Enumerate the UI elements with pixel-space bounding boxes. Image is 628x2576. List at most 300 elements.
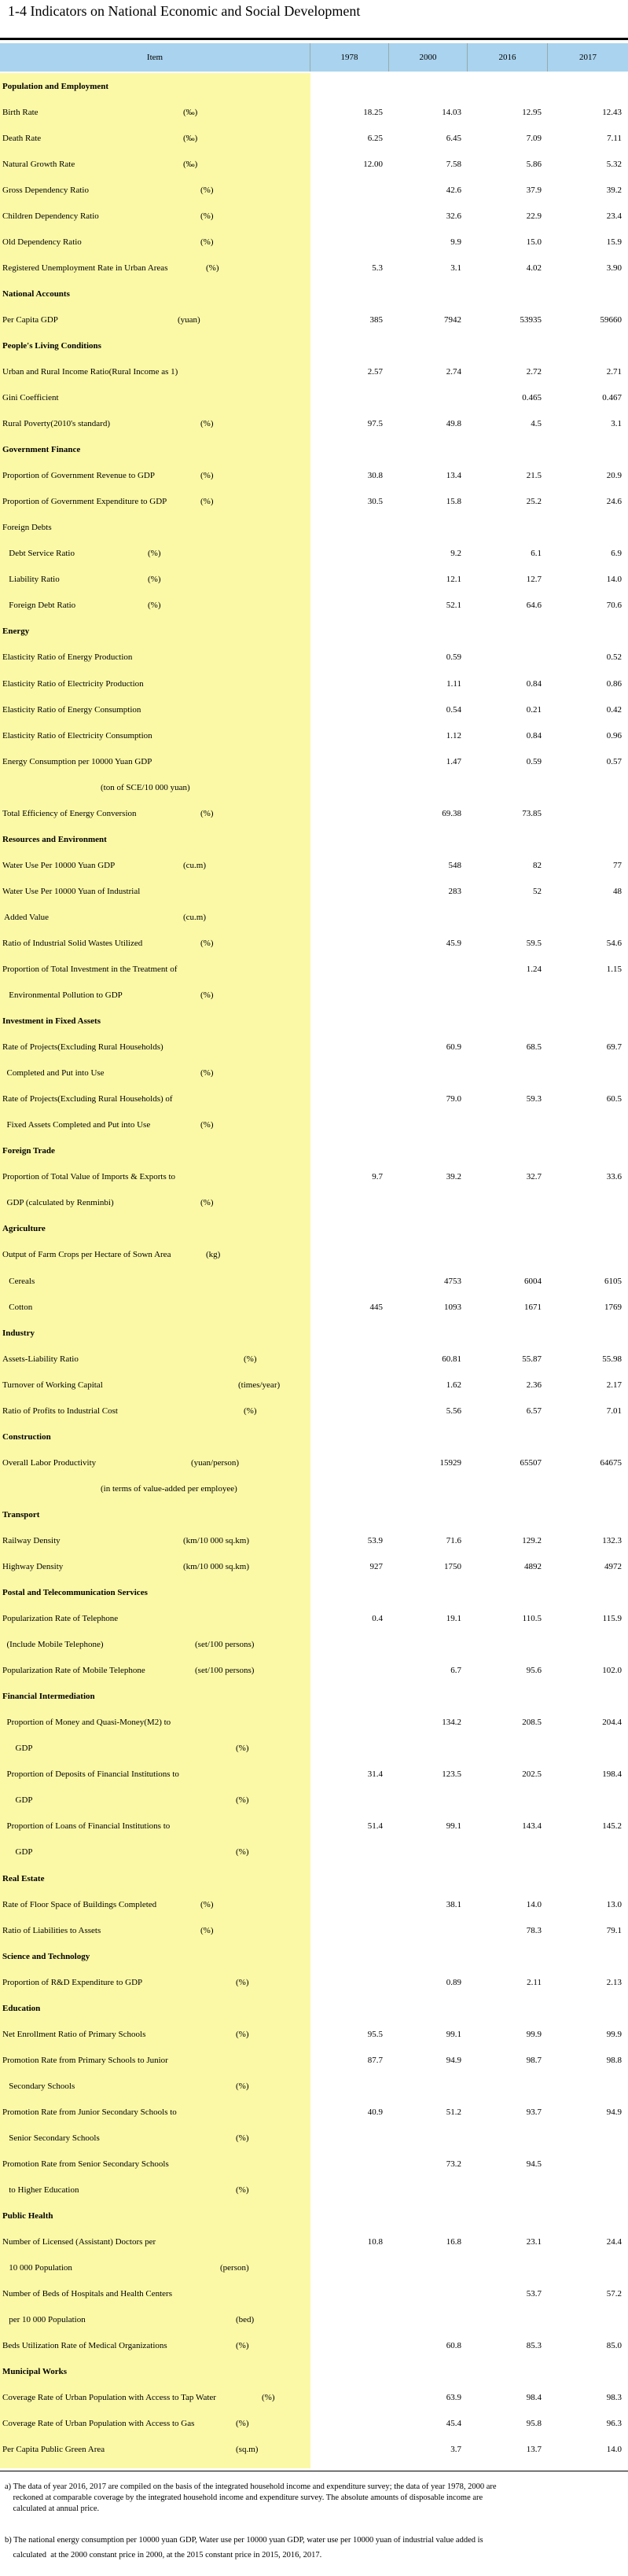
value-cell: 4.5: [531, 419, 542, 428]
value-cell: 85.0: [606, 2341, 622, 2350]
row-label-cell: [0, 2210, 310, 2221]
value-cell: 99.1: [446, 1821, 461, 1831]
table-row: [0, 2418, 628, 2429]
table-row: [0, 574, 628, 585]
section-header-row: [0, 340, 628, 351]
value-cell: 68.5: [526, 1042, 542, 1052]
value-cell: [468, 1847, 548, 1858]
row-label-cell: [0, 1847, 310, 1858]
table-row: [0, 1119, 628, 1130]
indicator-name: Promotion Rate from Senior Secondary Schools: [2, 2159, 169, 2169]
section-header-row: [0, 626, 628, 637]
row-label-cell: [0, 159, 310, 170]
row-label-cell: [0, 1587, 310, 1598]
indicator-name: Number of Licensed (Assistant) Doctors per: [2, 2237, 156, 2247]
table-row: [0, 1821, 628, 1832]
value-cell: [389, 1119, 468, 1130]
row-label-cell: [0, 1068, 310, 1079]
table-row: [0, 211, 628, 222]
value-cell: 33.6: [606, 1172, 622, 1181]
value-cell: [548, 808, 628, 819]
section-title: Transport: [2, 1510, 40, 1520]
value-cell: 48: [613, 887, 622, 896]
row-label-cell: [0, 1743, 310, 1754]
value-cell: 79.0: [446, 1094, 461, 1104]
row-label-cell: [0, 1276, 310, 1287]
indicator-name: Proportion of Loans of Financial Institutions to: [2, 1821, 171, 1831]
row-label-cell: [0, 1977, 310, 1988]
value-cell: 99.9: [526, 2030, 542, 2039]
indicator-name: GDP: [2, 1795, 33, 1805]
table-row: [0, 1535, 628, 1546]
value-cell: 0.59: [446, 652, 461, 662]
value-cell: [548, 1743, 628, 1754]
row-label-cell: [0, 1483, 310, 1494]
table-row: [0, 1795, 628, 1806]
value-cell: 98.4: [526, 2393, 542, 2402]
value-cell: [389, 2262, 468, 2273]
row-label-cell: [0, 444, 310, 455]
indicator-name: Assets-Liability Ratio: [2, 1354, 79, 1364]
value-cell: 3.1: [611, 419, 622, 428]
table-row: [0, 1743, 628, 1754]
value-cell: 64.6: [526, 601, 542, 610]
value-cell: 98.8: [606, 2056, 622, 2065]
indicator-unit: (kg): [206, 1250, 221, 1259]
table-row: [0, 1639, 628, 1650]
row-label-cell: [0, 1899, 310, 1910]
indicator-name: to Higher Education: [2, 2185, 79, 2195]
indicator-name: Beds Utilization Rate of Medical Organizations: [2, 2341, 167, 2350]
value-cell: [310, 548, 389, 559]
row-label-cell: [0, 652, 310, 663]
indicator-unit: (%): [236, 2419, 249, 2428]
value-cell: 42.6: [446, 186, 461, 195]
value-cell: [389, 990, 468, 1001]
table-row: [0, 366, 628, 377]
indicator-name: Children Dependency Ratio: [2, 211, 99, 221]
value-cell: [310, 652, 389, 663]
footnote-line: reckoned at comparable coverage by the integrated household income and expenditure survey. The absolute amounts of disposable income are: [5, 2493, 483, 2502]
value-cell: [310, 2159, 389, 2170]
value-cell: [548, 522, 628, 533]
indicator-name: Railway Density: [2, 1536, 61, 1545]
value-cell: [548, 1795, 628, 1806]
table-row: [0, 522, 628, 533]
value-cell: 98.7: [526, 2056, 542, 2065]
table-row: [0, 1977, 628, 1988]
value-cell: 14.0: [526, 1900, 542, 1909]
row-label-cell: [0, 990, 310, 1001]
value-cell: [468, 1249, 548, 1260]
indicator-unit: (%): [200, 497, 214, 506]
table-row: [0, 2262, 628, 2273]
table-row: [0, 1093, 628, 1104]
value-cell: 129.2: [522, 1536, 542, 1545]
row-label-cell: [0, 470, 310, 481]
table-row: [0, 782, 628, 793]
value-cell: [548, 1847, 628, 1858]
indicator-name: Added Value: [2, 913, 50, 922]
value-cell: 96.3: [606, 2419, 622, 2428]
value-cell: [468, 2314, 548, 2325]
indicator-unit: (%): [206, 263, 219, 273]
row-label-cell: [0, 912, 310, 923]
row-label-cell: [0, 314, 310, 325]
section-title: National Accounts: [2, 289, 70, 299]
indicator-name: Urban and Rural Income Ratio(Rural Income as 1): [2, 367, 178, 377]
value-cell: 16.8: [446, 2237, 461, 2247]
table-row: [0, 652, 628, 663]
indicator-unit: (km/10 000 sq.km): [183, 1562, 250, 1571]
row-label-cell: [0, 626, 310, 637]
row-label-cell: [0, 1406, 310, 1417]
row-label-cell: [0, 756, 310, 767]
value-cell: 25.2: [526, 497, 542, 506]
indicator-unit: (times/year): [238, 1380, 281, 1390]
value-cell: 2.17: [606, 1380, 622, 1390]
value-cell: [548, 2133, 628, 2144]
table-row: [0, 2055, 628, 2066]
value-cell: 1.11: [446, 679, 461, 689]
indicator-unit: (%): [200, 1926, 214, 1935]
value-cell: 55.87: [522, 1354, 542, 1364]
row-label-cell: [0, 288, 310, 299]
value-cell: [310, 1119, 389, 1130]
value-cell: [310, 1639, 389, 1650]
row-label-cell: [0, 860, 310, 871]
value-cell: 0.84: [526, 679, 542, 689]
value-cell: 1.12: [446, 731, 461, 740]
value-cell: [548, 1249, 628, 1260]
value-cell: 0.89: [446, 1978, 461, 1987]
indicator-name: Total Efficiency of Energy Conversion: [2, 809, 137, 818]
value-cell: 94.9: [446, 2056, 461, 2065]
indicator-name: Foreign Debts: [2, 523, 52, 532]
indicator-unit: (%): [148, 549, 161, 558]
value-cell: [468, 1639, 548, 1650]
indicator-name: 10 000 Population: [2, 2263, 72, 2273]
indicator-name: Output of Farm Crops per Hectare of Sown Area: [2, 1250, 171, 1259]
value-cell: [310, 1380, 389, 1391]
value-cell: 1.62: [446, 1380, 461, 1390]
table-row: [0, 185, 628, 196]
row-label-cell: [0, 1042, 310, 1053]
value-cell: [468, 2081, 548, 2092]
value-cell: 2.13: [606, 1978, 622, 1987]
value-cell: [310, 185, 389, 196]
indicator-name: Elasticity Ratio of Electricity Consumption: [2, 731, 152, 740]
section-header-row: [0, 1016, 628, 1027]
indicator-name: Death Rate: [2, 134, 42, 143]
value-cell: [389, 2185, 468, 2196]
value-cell: 12.43: [602, 108, 622, 117]
value-cell: 98.3: [606, 2393, 622, 2402]
table-row: [0, 860, 628, 871]
value-cell: 0.86: [606, 679, 622, 689]
table-row: [0, 964, 628, 975]
indicator-name: Proportion of Government Expenditure to GDP: [2, 497, 167, 506]
row-label-cell: [0, 1328, 310, 1339]
value-cell: 31.4: [367, 1769, 383, 1779]
value-cell: 3.1: [450, 263, 461, 273]
table-row: [0, 730, 628, 741]
row-label-cell: [0, 1561, 310, 1572]
row-label-cell: [0, 938, 310, 949]
indicator-unit: (set/100 persons): [195, 1666, 255, 1675]
row-label-cell: [0, 2107, 310, 2118]
indicator-unit: (%): [148, 601, 161, 610]
indicator-name: (Include Mobile Telephone): [2, 1640, 104, 1649]
indicator-name: Foreign Debt Ratio: [2, 601, 76, 610]
indicator-unit: (%): [236, 2082, 249, 2091]
table-row: [0, 392, 628, 403]
value-cell: [310, 1717, 389, 1728]
value-cell: 64675: [600, 1458, 622, 1468]
indicator-name: Rate of Projects(Excluding Rural Households) of: [2, 1094, 173, 1104]
value-cell: 204.4: [602, 1718, 622, 1727]
table-row: [0, 1561, 628, 1572]
section-title: People's Living Conditions: [2, 341, 101, 351]
section-title: Financial Intermediation: [2, 1692, 95, 1701]
value-cell: [389, 1197, 468, 1208]
value-cell: [389, 1249, 468, 1260]
table-row: [0, 1717, 628, 1728]
value-cell: 6.7: [450, 1666, 461, 1675]
value-cell: 0.84: [526, 731, 542, 740]
table-row: [0, 1171, 628, 1182]
value-cell: 115.9: [602, 1614, 622, 1623]
value-cell: [468, 522, 548, 533]
row-label-cell: [0, 2029, 310, 2040]
value-cell: 95.5: [367, 2030, 383, 2039]
value-cell: [548, 2185, 628, 2196]
value-cell: 0.96: [606, 731, 622, 740]
value-cell: [310, 678, 389, 689]
indicator-unit: (%): [236, 2341, 249, 2350]
value-cell: [389, 1795, 468, 1806]
value-cell: [310, 574, 389, 585]
value-cell: [310, 2418, 389, 2429]
value-cell: 53.9: [367, 1536, 383, 1545]
value-cell: 0.59: [526, 757, 542, 766]
value-cell: 99.9: [606, 2030, 622, 2039]
value-cell: 53.7: [526, 2289, 542, 2299]
value-cell: [310, 237, 389, 248]
row-label-cell: [0, 574, 310, 585]
table-row: [0, 1042, 628, 1053]
row-label-cell: [0, 2159, 310, 2170]
section-header-row: [0, 1145, 628, 1156]
section-header-row: [0, 2210, 628, 2221]
value-cell: 13.7: [526, 2445, 542, 2454]
value-cell: 102.0: [602, 1666, 622, 1675]
value-cell: 19.1: [446, 1614, 461, 1623]
indicator-name: per 10 000 Population: [2, 2315, 86, 2324]
value-cell: 94.9: [606, 2107, 622, 2117]
row-label-cell: [0, 1431, 310, 1442]
value-cell: [468, 652, 548, 663]
value-cell: [389, 2081, 468, 2092]
value-cell: [310, 2340, 389, 2351]
value-cell: 1.24: [526, 965, 542, 974]
value-cell: 14.0: [606, 575, 622, 584]
value-cell: 6.9: [611, 549, 622, 558]
value-cell: [548, 1197, 628, 1208]
table-row: [0, 678, 628, 689]
value-cell: 12.1: [446, 575, 461, 584]
indicator-unit: (set/100 persons): [195, 1640, 255, 1649]
section-title: Public Health: [2, 2211, 53, 2221]
table-row: [0, 1483, 628, 1494]
indicator-name: Elasticity Ratio of Energy Production: [2, 652, 133, 662]
value-cell: [468, 2133, 548, 2144]
table-row: [0, 263, 628, 274]
row-label-cell: [0, 2444, 310, 2455]
value-cell: 53935: [520, 315, 542, 325]
value-cell: 1671: [524, 1303, 542, 1312]
indicator-unit: (cu.m): [183, 913, 207, 922]
table-row: [0, 808, 628, 819]
value-cell: [310, 1093, 389, 1104]
value-cell: [310, 2444, 389, 2455]
section-title: Government Finance: [2, 445, 81, 454]
value-cell: 0.21: [526, 705, 542, 715]
indicator-unit: (%): [236, 2030, 249, 2039]
indicator-unit: (bed): [236, 2315, 255, 2324]
value-cell: [389, 1925, 468, 1936]
row-label-cell: [0, 2314, 310, 2325]
table-row: [0, 704, 628, 715]
indicator-unit: (%): [200, 237, 214, 247]
section-title: Industry: [2, 1328, 35, 1338]
indicator-unit: (yuan): [178, 315, 200, 325]
indicator-name: Rate of Projects(Excluding Rural Households): [2, 1042, 163, 1052]
value-cell: [548, 990, 628, 1001]
row-label-cell: [0, 1639, 310, 1650]
value-cell: 4.02: [526, 263, 542, 273]
row-label-cell: [0, 237, 310, 248]
row-label-cell: [0, 808, 310, 819]
table-row: [0, 1457, 628, 1468]
row-label-cell: [0, 1717, 310, 1728]
indicator-name: Ratio of Liabilities to Assets: [2, 1926, 101, 1935]
value-cell: [310, 2081, 389, 2092]
section-header-row: [0, 1873, 628, 1884]
row-label-cell: [0, 1380, 310, 1391]
row-label-cell: [0, 600, 310, 611]
table-row: [0, 2107, 628, 2118]
section-header-row: [0, 2366, 628, 2377]
section-header-row: [0, 1223, 628, 1234]
value-cell: 13.0: [606, 1900, 622, 1909]
row-label-cell: [0, 2185, 310, 2196]
value-cell: 69.38: [442, 809, 461, 818]
value-cell: 6.25: [367, 134, 383, 143]
indicator-unit: (%): [200, 1900, 214, 1909]
value-cell: [310, 730, 389, 741]
value-cell: [310, 990, 389, 1001]
row-label-cell: [0, 1171, 310, 1182]
value-cell: 73.2: [446, 2159, 461, 2169]
indicator-name: Energy Consumption per 10000 Yuan GDP: [2, 757, 152, 766]
value-cell: 1750: [444, 1562, 461, 1571]
section-title: Real Estate: [2, 1874, 45, 1883]
indicator-name: Proportion of R&D Expenditure to GDP: [2, 1978, 143, 1987]
value-cell: 7.01: [606, 1406, 622, 1416]
row-label-cell: [0, 1457, 310, 1468]
value-cell: 1.15: [606, 965, 622, 974]
section-title: Foreign Trade: [2, 1146, 55, 1156]
value-cell: [310, 912, 389, 923]
value-cell: [310, 886, 389, 897]
value-cell: [310, 1042, 389, 1053]
value-cell: [389, 912, 468, 923]
indicator-unit: (person): [220, 2263, 249, 2273]
indicator-unit: (%): [236, 2133, 249, 2143]
value-cell: 9.2: [450, 549, 461, 558]
value-cell: [310, 2185, 389, 2196]
row-label-cell: [0, 1145, 310, 1156]
value-cell: 202.5: [522, 1769, 542, 1779]
table-row: [0, 600, 628, 611]
row-label-cell: [0, 496, 310, 507]
value-cell: [468, 782, 548, 793]
value-cell: 4972: [604, 1562, 622, 1571]
value-cell: [310, 1795, 389, 1806]
row-label-cell: [0, 2392, 310, 2403]
row-label-cell: [0, 1093, 310, 1104]
value-cell: 6.45: [446, 134, 461, 143]
indicator-unit: (%): [200, 186, 214, 195]
value-cell: 6004: [524, 1277, 542, 1286]
value-cell: [310, 1847, 389, 1858]
value-cell: [548, 1068, 628, 1079]
value-cell: 37.9: [526, 186, 542, 195]
row-label-cell: [0, 1016, 310, 1027]
table-row: [0, 938, 628, 949]
row-label-cell: [0, 1795, 310, 1806]
header-year-2000: 2000: [389, 43, 468, 72]
value-cell: 5.56: [446, 1406, 461, 1416]
table-row: [0, 1068, 628, 1079]
row-label-cell: [0, 1925, 310, 1936]
table-row: [0, 418, 628, 429]
value-cell: 30.5: [367, 497, 383, 506]
footnote-line: calculated at annual price.: [5, 2504, 100, 2513]
value-cell: 59660: [600, 315, 622, 325]
row-label-cell: [0, 340, 310, 351]
value-cell: 57.2: [606, 2289, 622, 2299]
row-label-cell: [0, 2236, 310, 2247]
indicator-name: Promotion Rate from Junior Secondary Schools to: [2, 2107, 177, 2117]
row-label-cell: [0, 133, 310, 144]
indicator-unit: (ton of SCE/10 000 yuan): [101, 783, 190, 792]
section-header-row: [0, 1951, 628, 1962]
header-item: Item: [0, 43, 310, 72]
value-cell: [468, 1795, 548, 1806]
value-cell: 9.7: [372, 1172, 383, 1181]
value-cell: 45.9: [446, 939, 461, 948]
row-label-cell: [0, 2262, 310, 2273]
indicator-name: Liability Ratio: [2, 575, 60, 584]
section-header-row: [0, 1587, 628, 1598]
value-cell: 52: [533, 887, 542, 896]
value-cell: [310, 1483, 389, 1494]
indicator-name: Net Enrollment Ratio of Primary Schools: [2, 2030, 146, 2039]
value-cell: [548, 2081, 628, 2092]
value-cell: 39.2: [446, 1172, 461, 1181]
